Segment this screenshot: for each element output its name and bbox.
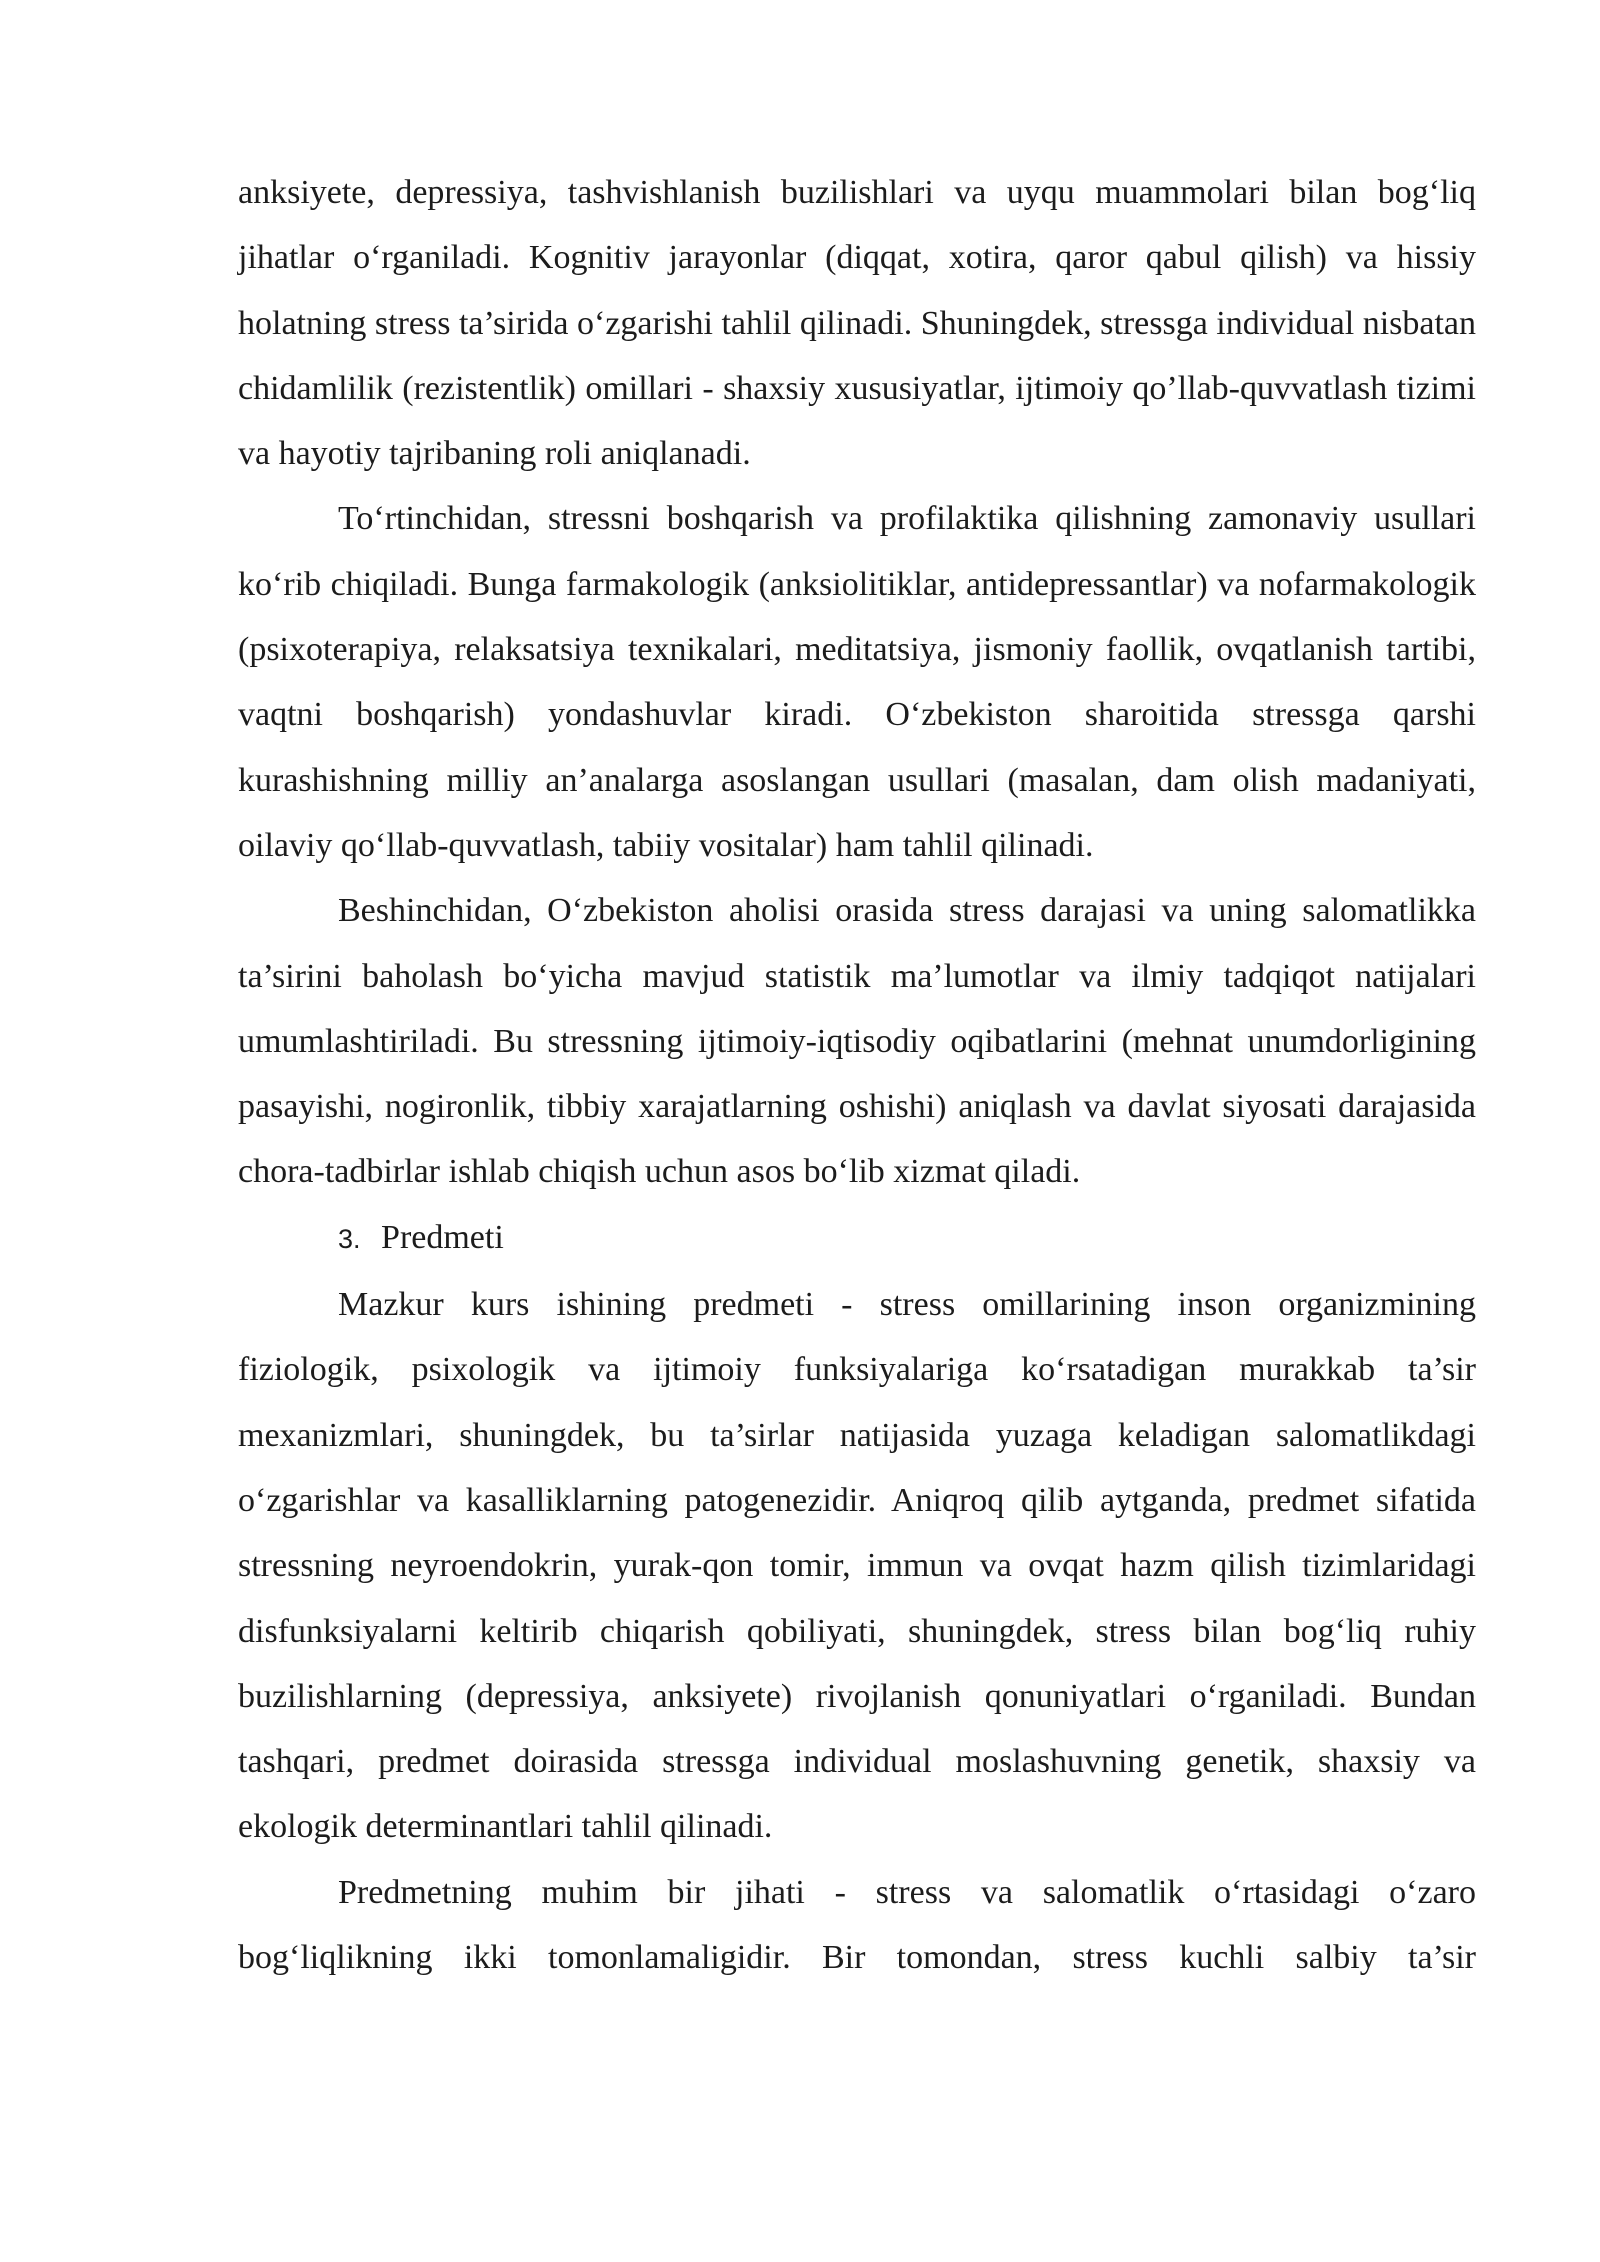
document-body bbox=[238, 160, 1476, 1990]
paragraph-continued: anksiyete, depressiya, tashvishlanish buzilishlari va uyqu muammolari bilan bog‘liq jihatlar o‘rganiladi. Kognitiv jarayonlar (diqqat, xotira, qaror qabul qilish) va hissiy holatning stress ta’sirida o‘zgarishi tahlil qilinadi. Shuningdek, stressga individual nisbatan chidamlilik (rezistentlik) omillari - shaxsiy xususiyatlar, ijtimoiy qo’llab-quvvatlash tizimi va hayotiy tajribaning roli aniqlanadi. bbox=[238, 174, 1476, 473]
paragraph-subject-aspect: Predmetning muhim bir jihati - stress va salomatlik o‘rtasidagi o‘zaro bog‘liqlikning ikki tomonlamaligidir. Bir tomondan, stress kuchli salbiy ta’sir bbox=[238, 1873, 1476, 1977]
paragraph-subject-definition: Mazkur kurs ishining predmeti - stress omillarining inson organizmining fiziologik, psixologik va ijtimoiy funksiyalariga ko‘rsatadigan murakkab ta’sir mexanizmlari, shuningdek, bu ta’sirlar natijasida yuzaga keladigan salomatlikdagi o‘zgarishlar va kasalliklarning patogenezidir. Aniqroq qilib aytganda, predmet sifatida stressning neyroendokrin, yurak-qon tomir, immun va ovqat hazm qilish tizimlaridagi disfunksiyalarni keltirib chiqarish qobiliyati, shuningdek, stress bilan bog‘liq ruhiy buzilishlarning (depressiya, anksiyete) rivojlanish qonuniyatlari o‘rganiladi. Bundan tashqari, predmet doirasida stressga individual moslashuvning genetik, shaxsiy va ekologik determinantlari tahlil qilinadi. bbox=[238, 1286, 1476, 1846]
paragraph-fifth-point: Beshinchidan, O‘zbekiston aholisi orasida stress darajasi va uning salomatlikka ta’sirini baholash bo‘yicha mavjud statistik ma’lumotlar va ilmiy tadqiqot natijalari umumlashtiriladi. Bu stressning ijtimoiy-iqtisodiy oqibatlarini (mehnat unumdorligining pasayishi, nogironlik, tibbiy xarajatlarning oshishi) aniqlash va davlat siyosati darajasida chora-tadbirlar ishlab chiqish uchun asos bo‘lib xizmat qiladi. bbox=[238, 892, 1476, 1191]
section-title: Predmeti bbox=[381, 1218, 504, 1256]
paragraph-fourth-point: To‘rtinchidan, stressni boshqarish va profilaktika qilishning zamonaviy usullari ko‘rib chiqiladi. Bunga farmakologik (anksiolitiklar, antidepressantlar) va nofarmakologik (psixoterapiya, relaksatsiya texnikalari, meditatsiya, jismoniy faollik, ovqatlanish tartibi, vaqtni boshqarish) yondashuvlar kiradi. O‘zbekiston sharoitida stressga qarshi kurashishning milliy an’analarga asoslangan usullari (masalan, dam olish madaniyati, oilaviy qo‘llab-quvvatlash, tabiiy vositalar) ham tahlil qilinadi. bbox=[238, 500, 1476, 864]
section-heading bbox=[238, 1205, 1476, 1272]
section-number: 3. bbox=[338, 1223, 361, 1254]
